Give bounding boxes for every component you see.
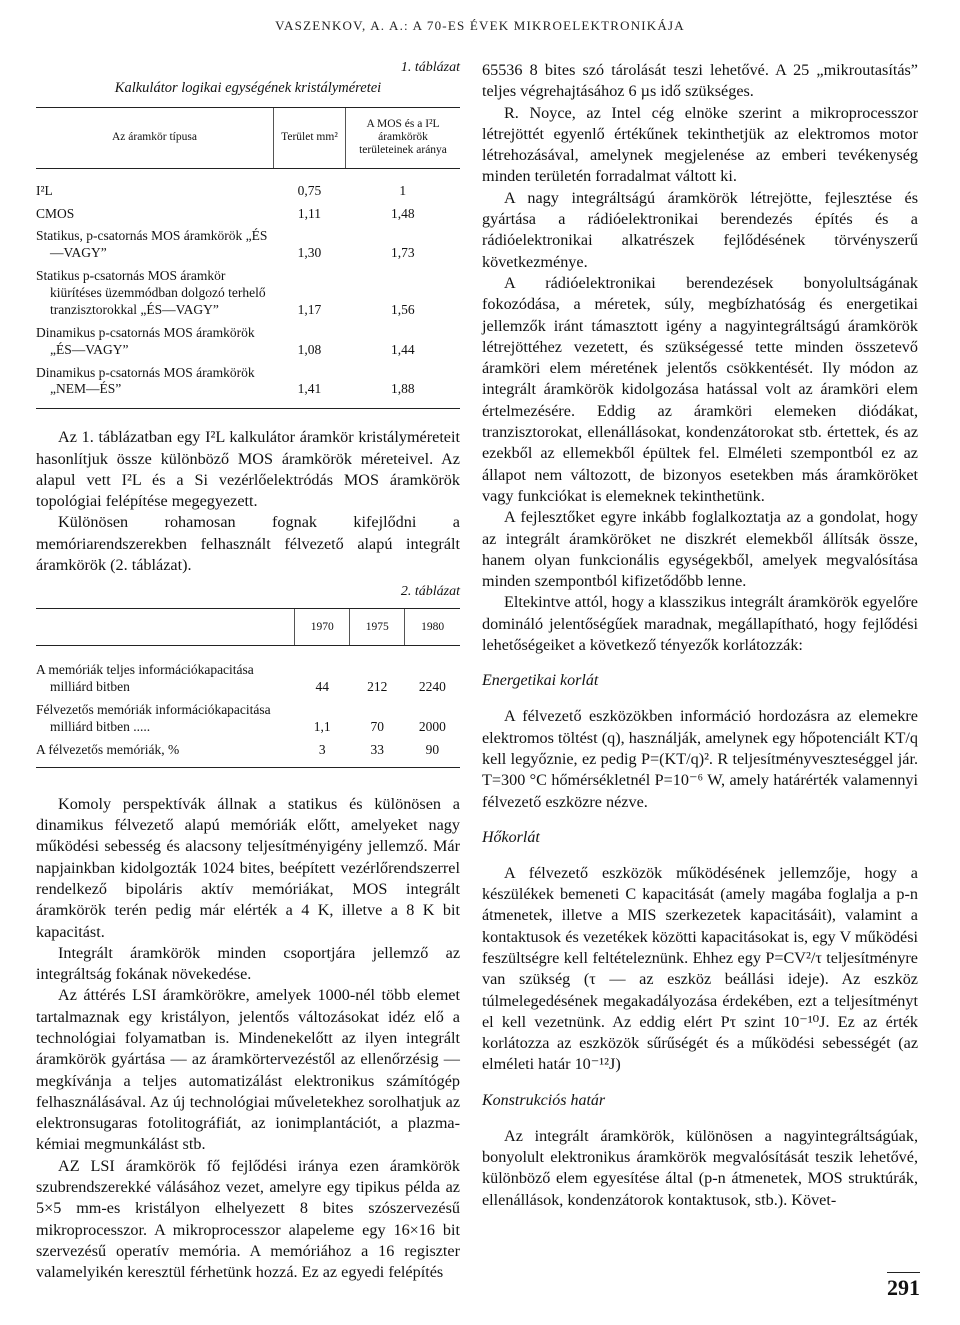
paragraph: Az áttérés LSI áramkörökre, amelyek 1000-nél több elemet tartalmaznak egy kristályon, jelentős változásokat idéz elő a technológiai folyamatban is. Mindenekelőtt az ilyen integrált áramkörök gyártása — az áramkörtervezéstől az ellenőrzésig — megkívánja a teljes automatizálást elektronikus számítógép felhasználásával. Az új technológiai műveletekhez sorolhatjuk az elektronsugaras fotolitográfiát, az ionimplantációt, a plazma-kémiai megmunkálást stb. xyxy=(36,986,460,1154)
table-row xyxy=(36,362,460,409)
table1-header-ratio: A MOS és a I²L áramkörök területeinek aránya xyxy=(346,108,460,169)
paragraph: Az integrált áramkörök, különösen a nagyintegráltságúak, bonyolult elektronikus áramkörök megvalósítását teszik lehetővé, különböző elem egyesítése által (p-n átmenetek, MOS struktúrák, ellenállások, kondenzátorok kontaktusok, stb.). Követ- xyxy=(482,1126,918,1209)
row-label: Statikus, p-csatornás MOS áramkörök „ÉS—VAGY” xyxy=(36,228,268,261)
table-row xyxy=(36,699,460,739)
row-label: Félvezetős memóriák információkapacitása milliárd bitben ..... xyxy=(36,702,271,734)
table2-caption: 2. táblázat xyxy=(400,584,460,600)
table-row xyxy=(36,168,460,202)
section-heading: Konstrukciós határ xyxy=(482,1091,606,1109)
row-value: 70 xyxy=(370,718,385,734)
row-value: 33 xyxy=(350,739,405,767)
row-label: Dinamikus p-csatornás MOS áramkörök „ÉS—VAGY” xyxy=(36,324,255,357)
paragraph: A nagy integráltságú áramkörök létrejötte, fejlesztése és gyártása a rádióelektronikai berendezés építés és a rádióelektronikai alkatrészek fejlődésének törvényszerű következménye. xyxy=(482,188,918,271)
row-value: 3 xyxy=(295,739,350,767)
table-row xyxy=(36,646,460,699)
table2 xyxy=(36,608,460,767)
table-row xyxy=(36,739,460,767)
paragraph: R. Noyce, az Intel cég elnöke szerint a mikroprocesszor létrejöttét egyenlő értékűnek tekinthetjük az elektromos motor létrehozásával, amelynek megjelenése az emberi tevékenység minden területén forradalmat váltott ki. xyxy=(482,103,918,186)
row-ratio: 1 xyxy=(399,182,407,198)
row-ratio: 1,73 xyxy=(390,245,415,261)
table2-header-year: 1975 xyxy=(350,609,405,646)
table2-header-empty xyxy=(36,609,295,646)
table1-caption: 1. táblázat xyxy=(400,60,460,75)
row-value: 2000 xyxy=(418,718,446,734)
row-value: 2240 xyxy=(418,679,446,695)
paragraph: Az 1. táblázatban egy I²L kalkulátor áramkör kristályméreteit hasonlítjuk össze különböző MOS áramkörök méreteivel. Az alapul vett I²L és a Si vezérlőelektródás MOS áramkörök topológiai felépítése megegyezett. xyxy=(36,428,460,511)
paragraph: Eltekintve attól, hogy a klasszikus integrált áramkörök egyelőre domináló jelentőségűek maradnak, megállapítható, hogy fejlődési lehetőségeiket a következő tényezők korlátozzák: xyxy=(482,593,918,655)
paragraph: A fejlesztőket egyre inkább foglalkoztatja az a gondolat, hogy az integrált áramköröket ne diszkrét elemekből állítsák össze, hanem olyan funkcionális egységekből, amelyek megvalósítása minden szempontból kifizetődőbb lenne. xyxy=(482,508,918,591)
table1-header-area: Terület mm² xyxy=(273,108,345,169)
row-ratio: 1,44 xyxy=(390,341,415,357)
row-area: 1,08 xyxy=(297,341,322,357)
row-value: 212 xyxy=(367,679,388,695)
paragraph: Különösen rohamosan fognak kifejlődni a memóriarendszerekben felhasznált félvezető alapú integrált áramkörök (2. táblázat). xyxy=(36,513,460,575)
row-label: I²L xyxy=(36,182,53,198)
row-label: CMOS xyxy=(36,205,75,221)
row-ratio: 1,88 xyxy=(346,362,460,409)
row-label: A memóriák teljes információkapacitása milliárd bitben xyxy=(36,662,254,695)
left-column xyxy=(36,60,460,1284)
table1-header-type: Az áramkör típusa xyxy=(36,108,273,169)
table1-title: Kalkulátor logikai egységének kristályméretei xyxy=(114,80,382,96)
table-row xyxy=(36,265,460,322)
section-heading: Hőkorlát xyxy=(482,828,540,846)
paragraph: AZ LSI áramkörök fő fejlődési iránya ezen áramkörök szubrendszerekké válásához vezet, amelyre egy tipikus példa az 5×5 mm-es kristályon elhelyezett 8 bites szószervezésű mikroprocesszor. A mikroprocesszor alapeleme egy 16×16 bit szervezésű operatív memória. A memóriához a 16 regiszter valamelyikén keresztül férhetünk hozzá. Ez az egyedi felépítés xyxy=(36,1156,460,1282)
row-value: 1,1 xyxy=(313,718,331,734)
row-label: Statikus p-csatornás MOS áramkör kiürítéses üzemmódban dolgozó terhelő tranzisztorokkal „ÉS—VAGY” xyxy=(36,268,266,317)
paragraph: A rádióelektronikai berendezések bonyolultságának fokozódása, a méretek, súly, megbízhatóság és energetikai jellemzők iránt támasztott igény a nagyintegráltságú áramkörök létrejöttéhez vezetett, és szükségessé tette minden összetevő áramköri elem méretének jelentős csökkentését. Ily módon az integrált áramkörök kidolgozása hatással volt az áramköri elem értelmezésére. Eddig az áramköri elemeken diódákat, tranzisztorokat, ellenállásokat, kondenzátorokat stb. értettek, és az ezekből az ellemekből épültek fel. Elméleti szempontból ez az állapot nem változott, de bizonyos esetekben más áramköröket vagy funkciókat is elemeknek tekinthetünk. xyxy=(482,273,918,505)
running-head: VASZENKOV, A. A.: A 70-ES ÉVEK MIKROELEKTRONIKÁJA xyxy=(275,18,685,33)
row-area: 1,11 xyxy=(297,205,322,221)
table-row xyxy=(36,322,460,362)
paragraph: A félvezető eszközökben információ hordozásra az elemekre elektromos töltést (q), használják, amelynek egy hőpotenciált KT/q kell legyőznie, ez pedig P=(KT/q)². R teljesítményveszteséggel jár. T=300 °C hőmérsékletnél P=10⁻⁶ W, amely határérték valamennyi félvezető eszközre nézve. xyxy=(482,707,918,811)
table1 xyxy=(36,107,460,409)
row-ratio: 1,56 xyxy=(390,301,415,317)
row-area: 1,41 xyxy=(273,362,345,409)
paragraph: 65536 8 bites szó tárolását teszi lehetővé. A 25 „mikroutasítás” teljes végrehajtásához 6 µs idő szükséges. xyxy=(482,61,918,101)
paragraph: Integrált áramkörök minden csoportjára jellemző az integráltság fokának növekedése. xyxy=(36,943,460,984)
row-value: 44 xyxy=(315,679,329,695)
right-column xyxy=(482,60,918,1211)
table-row xyxy=(36,203,460,226)
row-ratio: 1,48 xyxy=(390,205,415,221)
section-heading: Energetikai korlát xyxy=(482,672,599,690)
row-label: A félvezetős memóriák, % xyxy=(36,739,295,767)
row-area: 1,30 xyxy=(297,245,322,261)
row-area: 0,75 xyxy=(297,182,322,198)
paragraph: Komoly perspektívák állnak a statikus és különösen a dinamikus félvezető alapú memóriák előtt, amelyeket nagy működési sebesség és alacsony teljesítményigény jellemző. Már napjainkban kidolgozták 1024 bites, beépített vezérlőrendszerrel rendelkező bipoláris aktív memóriákat, MOS integrált áramkörök terén pedig már elérték a 4 K, illetve a 8 K bit kapacitást. xyxy=(36,794,460,941)
row-area: 1,17 xyxy=(297,301,322,317)
table2-header-year: 1970 xyxy=(295,609,350,646)
row-label: Dinamikus p-csatornás MOS áramkörök „NEM—ÉS” xyxy=(36,362,273,409)
row-value: 90 xyxy=(405,739,460,767)
table-row xyxy=(36,225,460,265)
table2-header-year: 1980 xyxy=(405,609,460,646)
paragraph: A félvezető eszközök működésének jellemzője, hogy a készülékek bemeneti C kapacitását (amely magába foglalja a p-n átmenetek, illetve a MIS szerkezetek kapacitásáit), valamint a kontaktusok és vezetékek közötti kapacitásokat is, egy V működési feszültségre kell feltételeznünk. Ehhez egy P=CV²/τ teljesítményre van szükség (τ — az eszköz beállási ideje). Az eszköz túlmelegedésének megakadályozása érdekében, ezt a teljesítményt el kell vezetnünk. Az eddig elért Pτ szint 10⁻¹⁰J. Ez az érték korlátozza az eszközök sűrűségét és a működési sebességét (az elméleti határ 10⁻¹²J) xyxy=(482,863,918,1074)
page-number: 291 xyxy=(887,1272,920,1301)
